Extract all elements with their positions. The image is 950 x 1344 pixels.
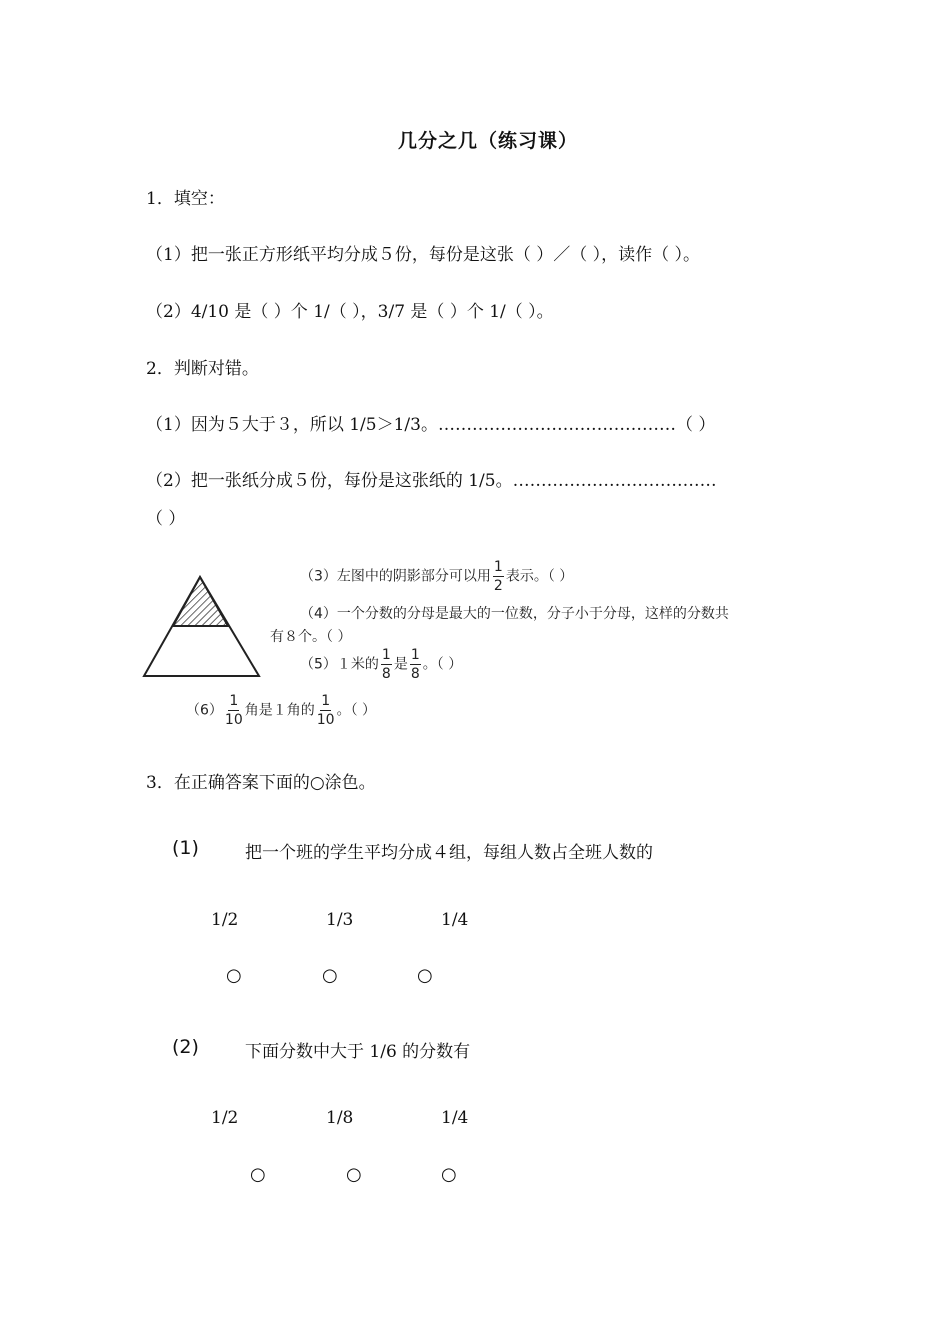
q2-item4-line2: 有８个。（ ） xyxy=(270,629,352,645)
q1-heading: 1．填空： xyxy=(146,189,225,209)
fraction: $\frac{1}{8}$ xyxy=(410,647,420,682)
fraction: $\frac{1}{2}$ xyxy=(493,559,503,594)
answer-circle[interactable]: ○ xyxy=(322,965,338,986)
q2-item3: （3）左图中的阴影部分可以用 $\frac{1}{2}$ 表示。（ ） xyxy=(300,559,574,594)
shaded-region xyxy=(173,577,228,626)
q3-sub2-choice-2: 1/8 xyxy=(326,1108,354,1128)
fraction: $\frac{1}{10}$ xyxy=(224,693,243,728)
fraction: $\frac{1}{10}$ xyxy=(316,693,335,728)
q3-sub1-choice-1: 1/2 xyxy=(211,910,239,930)
q2-item5: （5）１米的 $\frac{1}{8}$ 是 $\frac{1}{8}$ 。（ ） xyxy=(300,647,463,682)
q1-item2: （2）4/10 是（ ）个 1/（ ），3/7 是（ ）个 1/（ ）。 xyxy=(146,302,554,322)
q3-sub2-choice-3: 1/4 xyxy=(441,1108,469,1128)
q2-item6: （6） $\frac{1}{10}$ 角是１角的 $\frac{1}{10}$ 。（ ） xyxy=(186,693,377,728)
q3-sub2-number: (2) xyxy=(172,1036,199,1058)
q3-sub2-choice-1: 1/2 xyxy=(211,1108,239,1128)
q3-sub1-number: (1) xyxy=(172,837,199,859)
q2-item1: （1）因为５大于３，所以 1/5＞1/3。……………………………………（ ） xyxy=(146,415,716,435)
fraction: $\frac{1}{8}$ xyxy=(381,647,391,682)
answer-circle[interactable]: ○ xyxy=(226,965,242,986)
q3-heading: 3．在正确答案下面的○涂色。 xyxy=(146,773,376,793)
answer-circle[interactable]: ○ xyxy=(417,965,433,986)
q2-item4-line1: （4）一个分数的分母是最大的一位数，分子小于分母，这样的分数共 xyxy=(300,606,729,622)
answer-circle[interactable]: ○ xyxy=(441,1164,457,1185)
q2-item2-line2: （ ） xyxy=(146,509,186,529)
q1-item1: （1）把一张正方形纸平均分成５份，每份是这张（ ）／（ ），读作（ ）。 xyxy=(146,245,701,265)
triangle-figure xyxy=(140,574,265,680)
q3-sub1-choice-2: 1/3 xyxy=(326,910,354,930)
answer-circle[interactable]: ○ xyxy=(346,1164,362,1185)
q3-sub2-text: 下面分数中大于 1/6 的分数有 xyxy=(245,1042,471,1062)
answer-circle[interactable]: ○ xyxy=(250,1164,266,1185)
q3-sub1-choice-3: 1/4 xyxy=(441,910,469,930)
q2-heading: 2．判断对错。 xyxy=(146,359,259,379)
q2-item2-line1: （2）把一张纸分成５份，每份是这张纸的 1/5。……………………………… xyxy=(146,471,717,491)
q3-sub1-text: 把一个班的学生平均分成４组，每组人数占全班人数的 xyxy=(245,843,653,863)
page-title: 几分之几（练习课） xyxy=(398,130,579,152)
